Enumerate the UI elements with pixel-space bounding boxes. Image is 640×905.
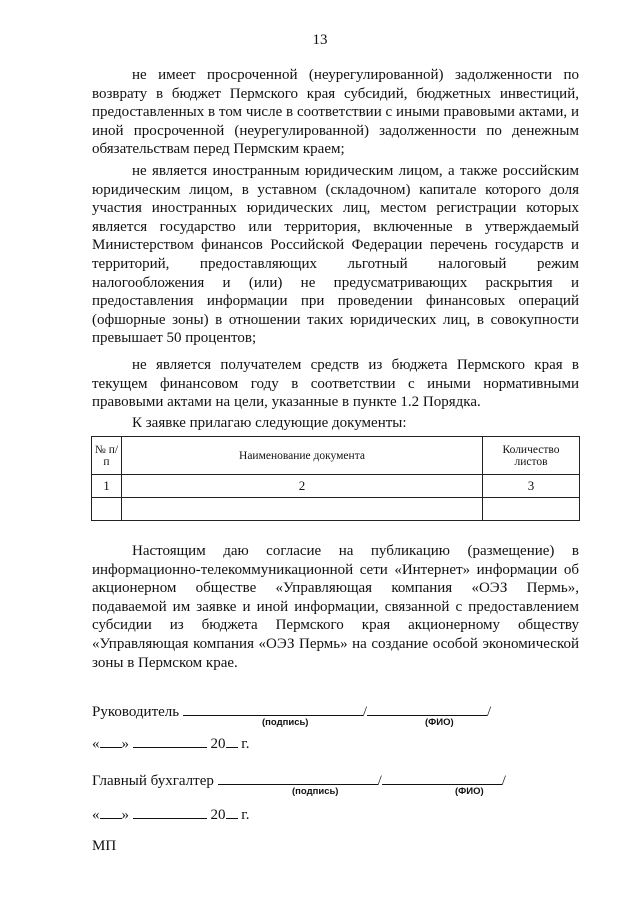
accountant-signature-field [218, 770, 378, 785]
date-close-quote: » [121, 807, 129, 823]
head-label: Руководитель [92, 704, 180, 720]
year-prefix: 20 [210, 807, 226, 823]
table-row [92, 498, 580, 521]
year-field [226, 804, 238, 819]
header-number: № п/п [92, 437, 122, 475]
head-name-caption: (ФИО) [425, 717, 454, 728]
accountant-name-caption: (ФИО) [455, 786, 484, 797]
date-close-quote: » [121, 736, 129, 752]
accountant-signature-caption: (подпись) [292, 786, 339, 797]
date-open-quote: « [92, 736, 100, 752]
head-name-field [367, 701, 487, 716]
stamp-label: МП [92, 838, 117, 854]
slash: / [501, 773, 506, 789]
paragraph-attachments-intro: К заявке прилагаю следующие документы: [132, 415, 407, 431]
accountant-date-line [92, 804, 249, 824]
accountant-label: Главный бухгалтер [92, 773, 214, 789]
paragraph-publication-consent: Настоящим даю согласие на публикацию (размещение) в информационно-телекоммуникационной сети «Интернет» информации об акционерном обществе «Управляющая компания «ОЭЗ Пермь», подаваемой им заявке и иной информации, связанной с предоставлением субсидии из бюджета Пермского края акционерному обществу «Управляющая компания «ОЭЗ Пермь» на создание особой экономической зоны в Пермском крае. [92, 543, 579, 671]
column-number-2: 2 [122, 475, 483, 498]
paragraph-not-foreign-entity: не является иностранным юридическим лицом, а также российским юридическим лицом, в уставном (складочном) капитале которого доля участия иностранных юридических лиц, местом регистрации которых является государство или территория, включенные в утверждаемый Министерством финансов Российской Федерации перечень государств и территорий, предоставляющих льготный налоговый режим налогообложения и (или) не предусматривающих раскрытия и предоставления информации при проведении финансовых операций (офшорные зоны) в отношении таких юридических лиц, в совокупности превышает 50 процентов; [92, 163, 579, 347]
month-field [133, 733, 207, 748]
year-field [226, 733, 238, 748]
slash: / [377, 773, 382, 789]
slash: / [487, 704, 492, 720]
slash: / [362, 704, 368, 720]
page-number: 13 [312, 32, 328, 48]
paragraph-not-budget-recipient: не является получателем средств из бюджета Пермского края в текущем финансовом году в соответствии с иными нормативными правовыми актами на цели, указанные в пункте 1.2 Порядка. [92, 357, 579, 411]
empty-cell [92, 498, 122, 521]
table-numbering-row [92, 475, 580, 498]
header-sheet-count: Количество листов [483, 437, 580, 475]
head-signature-field [183, 701, 363, 716]
head-date-line [92, 733, 249, 753]
head-signature-caption: (подпись) [262, 717, 309, 728]
year-prefix: 20 [210, 736, 226, 752]
paragraph-no-debt: не имеет просроченной (неурегулированной) задолженности по возврату в бюджет Пермского края субсидий, бюджетных инвестиций, предоставленных в том числе в соответствии с иными правовыми актами, и иной просроченной (неурегулированной) задолженности по денежным обязательствам перед Пермским краем; [92, 67, 579, 158]
empty-cell [122, 498, 483, 521]
year-suffix: г. [241, 807, 250, 823]
column-number-1: 1 [92, 475, 122, 498]
table-header-row [92, 437, 580, 475]
year-suffix: г. [241, 736, 250, 752]
header-document-name: Наименование документа [122, 437, 483, 475]
accountant-name-field [382, 770, 502, 785]
day-field [100, 733, 122, 748]
month-field [133, 804, 207, 819]
date-open-quote: « [92, 807, 100, 823]
empty-cell [483, 498, 580, 521]
day-field [100, 804, 122, 819]
column-number-3: 3 [483, 475, 580, 498]
documents-table [91, 436, 580, 521]
